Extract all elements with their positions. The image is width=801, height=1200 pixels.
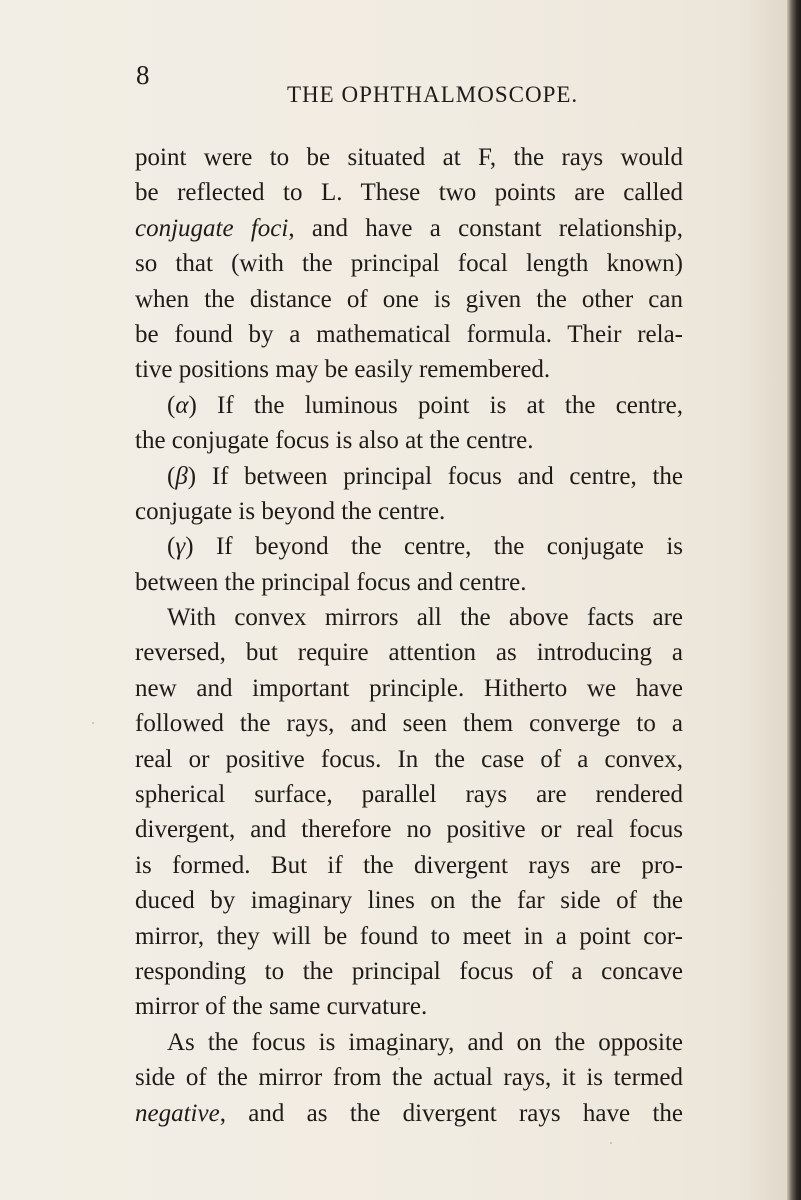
text-line: when the distance of one is given the other can xyxy=(135,285,683,313)
text-line: responding to the principal focus of a concave xyxy=(135,957,683,985)
paper-speck xyxy=(398,1058,400,1060)
text-line: mirror of the same curvature. xyxy=(135,993,428,1021)
text-line: real or positive focus. In the case of a convex, xyxy=(135,745,683,773)
text-line: tive positions may be easily remembered. xyxy=(135,356,551,384)
text-line: duced by imaginary lines on the far side of the xyxy=(135,887,683,915)
book-edge-shadow xyxy=(787,0,801,1200)
text-line: (γ) If beyond the centre, the conjugate is xyxy=(167,533,683,561)
greek-marker: γ xyxy=(175,533,186,561)
text-line: side of the mirror from the actual rays, it is termed xyxy=(135,1064,683,1092)
text-line: (β) If between principal focus and centre, the xyxy=(167,462,683,490)
italic-term: negative xyxy=(135,1099,220,1127)
text-line: between the principal focus and centre. xyxy=(135,568,527,596)
text-line: new and important principle. Hitherto we have xyxy=(135,674,683,702)
page-number: 8 xyxy=(136,60,150,90)
text-line: reversed, but require attention as introducing a xyxy=(135,639,683,667)
text-line: conjugate is beyond the centre. xyxy=(135,497,446,525)
greek-marker: β xyxy=(175,462,188,490)
text-line: divergent, and therefore no positive or real focus xyxy=(135,816,683,844)
paper-speck xyxy=(92,722,94,724)
paper-speck xyxy=(610,1142,612,1144)
text-line: so that (with the principal focal length known) xyxy=(135,250,683,278)
text-line: be found by a mathematical formula. Their rela- xyxy=(135,320,683,348)
text-line: the conjugate focus is also at the centre. xyxy=(135,427,534,455)
greek-marker: α xyxy=(175,391,189,419)
italic-term: conjugate foci xyxy=(135,214,289,242)
text-line: mirror, they will be found to meet in a point cor- xyxy=(135,922,683,950)
body-text xyxy=(135,140,683,1131)
text-line: followed the rays, and seen them converge to a xyxy=(135,710,683,738)
text-line: spherical surface, parallel rays are rendered xyxy=(135,781,683,809)
text-line: be reflected to L. These two points are called xyxy=(135,179,683,207)
running-head: THE OPHTHALMOSCOPE. xyxy=(287,82,579,107)
text-line: is formed. But if the divergent rays are pro- xyxy=(135,851,683,879)
text-line: (α) If the luminous point is at the centre, xyxy=(167,391,683,419)
text-line: point were to be situated at F, the rays would xyxy=(135,144,683,171)
text-line: conjugate foci, and have a constant relationship, xyxy=(135,214,683,242)
text-line: negative, and as the divergent rays have the xyxy=(135,1099,683,1127)
text-line: With convex mirrors all the above facts are xyxy=(167,604,683,632)
text-line: As the focus is imaginary, and on the opposite xyxy=(167,1028,683,1056)
